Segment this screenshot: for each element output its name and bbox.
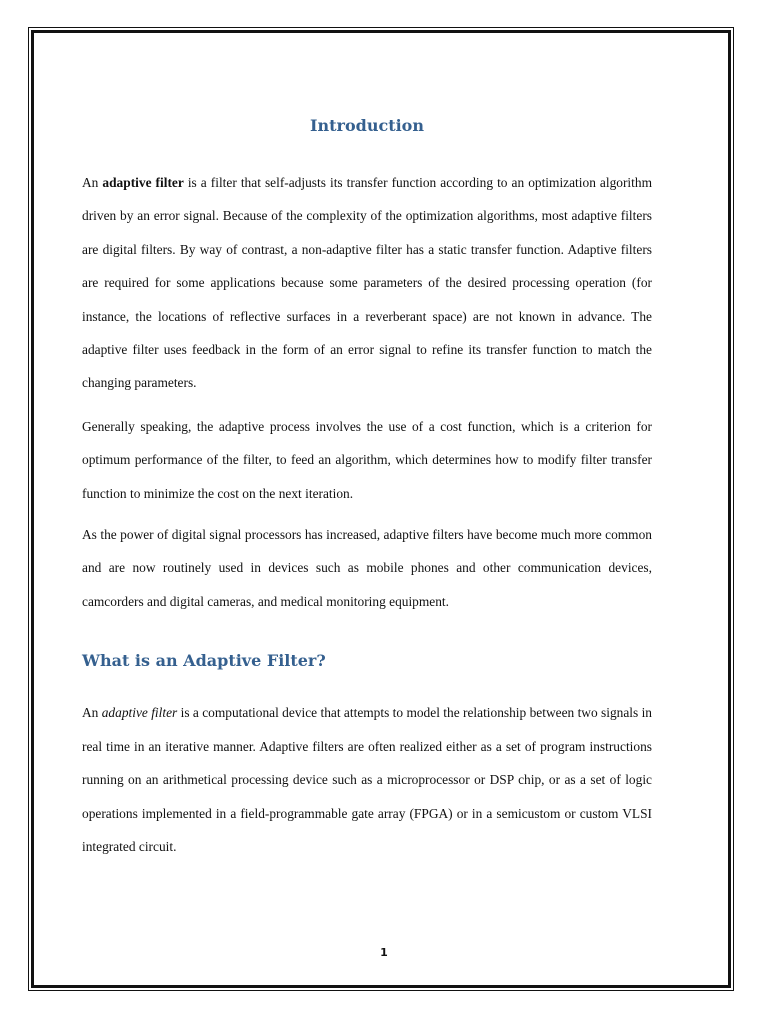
intro-paragraph-3: As the power of digital signal processors has increased, adaptive filters have become much more common and are now routinely used in devices such as mobile phones and other communication devices, camcorders and digital cameras, and medical monitoring equipment. — [82, 527, 652, 609]
page-content — [82, 112, 652, 871]
page-number: 1 — [380, 946, 388, 959]
section2-paragraph-1 — [82, 696, 652, 863]
intro-p1-body: is a filter that self-adjusts its transfer function according to an optimization algorithm driven by an error signal. Because of the complexity of the optimization algorithms, most adaptive filters are digital filters. By way of contrast, a non-adaptive filter has a static transfer function. Adaptive filters are required for some applications because some parameters of the desired processing operation (for instance, the locations of reflective surfaces in a reverberant space) are not known in advance. The adaptive filter uses feedback in the form of an error signal to refine its transfer function to match the changing parameters. — [82, 175, 652, 391]
section2-p1-prefix: An — [82, 705, 102, 721]
intro-paragraph-2: Generally speaking, the adaptive process involves the use of a cost function, which is a criterion for optimum performance of the filter, to feed an algorithm, which determines how to modify filter transfer function to minimize the cost on the next iteration. — [82, 418, 652, 501]
intro-paragraph-1 — [82, 166, 652, 400]
section2-p1-term: adaptive filter — [101, 705, 178, 721]
intro-p1-prefix: An — [82, 175, 103, 190]
page-title: Introduction — [310, 116, 424, 135]
section2-p1-body: is a computational device that attempts to model the relationship between two signals in real time in an iterative manner. Adaptive filters are often realized either as a set of program instructions running on an arithmetical processing device such as a microprocessor or DSP chip, or as a set of logic operations implemented in a field-programmable gate array (FPGA) or in a semicustom or custom VLSI integrated circuit. — [82, 705, 652, 854]
intro-p1-term: adaptive filter — [102, 175, 184, 190]
section-heading: What is an Adaptive Filter? — [82, 651, 326, 671]
